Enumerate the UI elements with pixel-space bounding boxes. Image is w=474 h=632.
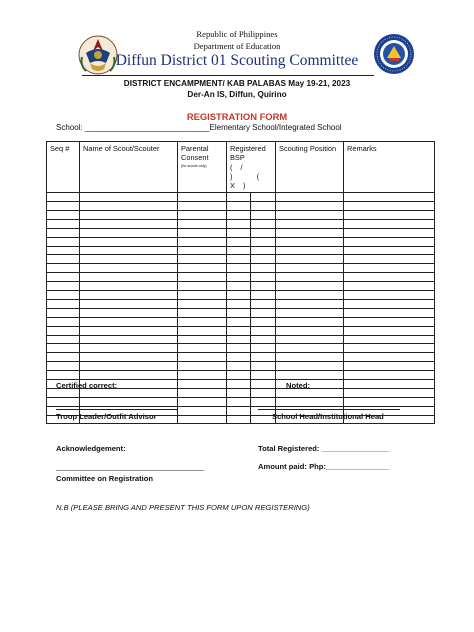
reg-yes-cell[interactable] [227, 406, 251, 415]
name-cell[interactable] [80, 219, 178, 228]
table-row [47, 317, 435, 326]
school-head-signature-line[interactable] [258, 409, 400, 410]
consent-cell[interactable] [178, 406, 227, 415]
remarks-cell[interactable] [344, 397, 435, 406]
seq-cell[interactable] [47, 326, 80, 335]
seq-cell[interactable] [47, 362, 80, 371]
seq-cell[interactable] [47, 202, 80, 211]
reg-yes-cell[interactable] [227, 344, 251, 353]
reg-no-cell[interactable] [251, 246, 276, 255]
seq-cell[interactable] [47, 246, 80, 255]
reg-no-cell[interactable] [251, 273, 276, 282]
registered-yes: ( / ) [230, 162, 243, 181]
name-cell[interactable] [80, 317, 178, 326]
col-remarks: Remarks [344, 142, 435, 193]
col-seq: Seq # [47, 142, 80, 193]
position-cell[interactable] [276, 326, 344, 335]
remarks-cell[interactable] [344, 362, 435, 371]
reg-no-cell[interactable] [251, 299, 276, 308]
table-row [47, 335, 435, 344]
consent-cell[interactable] [178, 326, 227, 335]
amount-paid: Amount paid: Php:_______________ [258, 462, 390, 471]
reg-yes-cell[interactable] [227, 237, 251, 246]
reg-no-cell[interactable] [251, 264, 276, 273]
event-venue: Der-An IS, Diffun, Quirino [187, 90, 287, 99]
reg-no-cell[interactable] [251, 353, 276, 362]
remarks-cell[interactable] [344, 335, 435, 344]
seq-cell[interactable] [47, 255, 80, 264]
consent-cell[interactable] [178, 264, 227, 273]
name-cell[interactable] [80, 246, 178, 255]
seq-cell[interactable] [47, 264, 80, 273]
col-consent: Parental Consent (for scouts only) [178, 142, 227, 193]
school-blank[interactable]: ____________________________ [84, 123, 210, 132]
reg-no-cell[interactable] [251, 388, 276, 397]
table-row [47, 282, 435, 291]
remarks-cell[interactable] [344, 353, 435, 362]
seq-cell[interactable] [47, 282, 80, 291]
table-row [47, 308, 435, 317]
reg-yes-cell[interactable] [227, 228, 251, 237]
total-registered-blank[interactable]: ________________ [321, 444, 390, 453]
position-cell[interactable] [276, 397, 344, 406]
remarks-cell[interactable] [344, 193, 435, 202]
consent-cell[interactable] [178, 291, 227, 300]
seq-cell[interactable] [47, 344, 80, 353]
table-row [47, 219, 435, 228]
amount-paid-blank[interactable]: _______________ [325, 462, 390, 471]
table-header-row [47, 142, 435, 193]
seq-cell[interactable] [47, 317, 80, 326]
remarks-cell[interactable] [344, 255, 435, 264]
consent-cell[interactable] [178, 371, 227, 380]
reg-no-cell[interactable] [251, 379, 276, 388]
table-row [47, 273, 435, 282]
position-cell[interactable] [276, 228, 344, 237]
position-cell[interactable] [276, 264, 344, 273]
name-cell[interactable] [80, 308, 178, 317]
remarks-cell[interactable] [344, 211, 435, 220]
reg-no-cell[interactable] [251, 317, 276, 326]
troop-leader-signature-line[interactable] [56, 409, 178, 410]
consent-cell[interactable] [178, 362, 227, 371]
position-cell[interactable] [276, 344, 344, 353]
remarks-cell[interactable] [344, 228, 435, 237]
position-cell[interactable] [276, 246, 344, 255]
remarks-cell[interactable] [344, 344, 435, 353]
remarks-cell[interactable] [344, 219, 435, 228]
reg-no-cell[interactable] [251, 291, 276, 300]
reg-yes-cell[interactable] [227, 397, 251, 406]
position-cell[interactable] [276, 335, 344, 344]
reg-yes-cell[interactable] [227, 317, 251, 326]
position-cell[interactable] [276, 282, 344, 291]
noted-label: Noted: [286, 381, 311, 390]
position-cell[interactable] [276, 273, 344, 282]
school-line [56, 123, 342, 132]
school-label: School: [56, 123, 83, 132]
name-cell[interactable] [80, 326, 178, 335]
table-row [47, 246, 435, 255]
remarks-cell[interactable] [344, 282, 435, 291]
name-cell[interactable] [80, 273, 178, 282]
reg-no-cell[interactable] [251, 228, 276, 237]
table-row [47, 291, 435, 300]
reg-yes-cell[interactable] [227, 335, 251, 344]
position-cell[interactable] [276, 371, 344, 380]
table-row [47, 211, 435, 220]
reg-yes-cell[interactable] [227, 246, 251, 255]
table-row [47, 255, 435, 264]
consent-cell[interactable] [178, 344, 227, 353]
name-cell[interactable] [80, 282, 178, 291]
header-republic: Republic of Philippines [196, 29, 278, 39]
consent-cell[interactable] [178, 211, 227, 220]
troop-leader-label: Troop Leader/Outfit Advisor [56, 412, 157, 421]
certified-label: Certified correct: [56, 381, 118, 390]
remarks-cell[interactable] [344, 388, 435, 397]
table-row [47, 397, 435, 406]
reg-yes-cell[interactable] [227, 308, 251, 317]
consent-cell[interactable] [178, 335, 227, 344]
reg-yes-cell[interactable] [227, 326, 251, 335]
table-row [47, 326, 435, 335]
col-name: Name of Scout/Scouter [80, 142, 178, 193]
reg-yes-cell[interactable] [227, 273, 251, 282]
reg-yes-cell[interactable] [227, 219, 251, 228]
position-cell[interactable] [276, 362, 344, 371]
name-cell[interactable] [80, 335, 178, 344]
total-registered: Total Registered: ________________ [258, 444, 390, 453]
reg-yes-cell[interactable] [227, 211, 251, 220]
reg-no-cell[interactable] [251, 237, 276, 246]
reg-yes-cell[interactable] [227, 202, 251, 211]
reg-yes-cell[interactable] [227, 415, 251, 424]
committee-on-registration-label: Committee on Registration [56, 474, 154, 483]
remarks-cell[interactable] [344, 326, 435, 335]
reg-no-cell[interactable] [251, 219, 276, 228]
seq-cell[interactable] [47, 335, 80, 344]
reg-yes-cell[interactable] [227, 299, 251, 308]
position-cell[interactable] [276, 353, 344, 362]
consent-cell[interactable] [178, 228, 227, 237]
consent-cell[interactable] [178, 219, 227, 228]
remarks-cell[interactable] [344, 308, 435, 317]
consent-cell[interactable] [178, 255, 227, 264]
reg-yes-cell[interactable] [227, 379, 251, 388]
remarks-cell[interactable] [344, 273, 435, 282]
position-cell[interactable] [276, 237, 344, 246]
committee-title: Diffun District 01 Scouting Committee [115, 52, 359, 69]
name-cell[interactable] [80, 228, 178, 237]
reg-no-cell[interactable] [251, 335, 276, 344]
remarks-cell[interactable] [344, 202, 435, 211]
table-row [47, 299, 435, 308]
reg-no-cell[interactable] [251, 371, 276, 380]
school-head-label: School Head/Institutional Head [272, 412, 384, 421]
name-cell[interactable] [80, 193, 178, 202]
remarks-cell[interactable] [344, 237, 435, 246]
form-title: REGISTRATION FORM [186, 111, 288, 122]
table-row [47, 237, 435, 246]
position-cell[interactable] [276, 291, 344, 300]
school-suffix: Elementary School/Integrated School [209, 123, 342, 132]
registered-no: ( X ) [230, 171, 260, 190]
position-cell[interactable] [276, 299, 344, 308]
table-row [47, 353, 435, 362]
position-cell[interactable] [276, 219, 344, 228]
reg-yes-cell[interactable] [227, 388, 251, 397]
seq-cell[interactable] [47, 299, 80, 308]
header-divider [82, 75, 374, 76]
seq-cell[interactable] [47, 228, 80, 237]
col-registered: Registered BSP ( / ) ( X ) [227, 142, 276, 193]
reg-no-cell[interactable] [251, 362, 276, 371]
table-row [47, 344, 435, 353]
name-cell[interactable] [80, 397, 178, 406]
remarks-cell[interactable] [344, 317, 435, 326]
reg-no-cell[interactable] [251, 202, 276, 211]
reg-yes-cell[interactable] [227, 255, 251, 264]
consent-cell[interactable] [178, 415, 227, 424]
consent-cell[interactable] [178, 317, 227, 326]
reg-no-cell[interactable] [251, 308, 276, 317]
seq-cell[interactable] [47, 397, 80, 406]
consent-cell[interactable] [178, 397, 227, 406]
reg-yes-cell[interactable] [227, 291, 251, 300]
name-cell[interactable] [80, 362, 178, 371]
position-cell[interactable] [276, 255, 344, 264]
table-row [47, 371, 435, 380]
reg-no-cell[interactable] [251, 326, 276, 335]
seq-cell[interactable] [47, 193, 80, 202]
remarks-cell[interactable] [344, 299, 435, 308]
seq-cell[interactable] [47, 291, 80, 300]
name-cell[interactable] [80, 344, 178, 353]
name-cell[interactable] [80, 291, 178, 300]
event-title: DISTRICT ENCAMPMENT/ KAB PALABAS May 19-21, 2023 [123, 79, 351, 88]
name-cell[interactable] [80, 202, 178, 211]
reg-no-cell[interactable] [251, 344, 276, 353]
seq-cell[interactable] [47, 273, 80, 282]
consent-cell[interactable] [178, 379, 227, 388]
table-row [47, 264, 435, 273]
reg-yes-cell[interactable] [227, 282, 251, 291]
nb-note: N.B (PLEASE BRING AND PRESENT THIS FORM UPON REGISTERING) [56, 503, 310, 512]
remarks-cell[interactable] [344, 379, 435, 388]
position-cell[interactable] [276, 317, 344, 326]
table-row [47, 228, 435, 237]
table-row [47, 202, 435, 211]
seq-cell[interactable] [47, 371, 80, 380]
name-cell[interactable] [80, 237, 178, 246]
col-position: Scouting Position [276, 142, 344, 193]
consent-cell[interactable] [178, 202, 227, 211]
remarks-cell[interactable] [344, 246, 435, 255]
committee-signature-blank[interactable]: ___________________________________ [56, 462, 204, 471]
consent-cell[interactable] [178, 193, 227, 202]
reg-no-cell[interactable] [251, 255, 276, 264]
seq-cell[interactable] [47, 308, 80, 317]
reg-yes-cell[interactable] [227, 353, 251, 362]
reg-yes-cell[interactable] [227, 371, 251, 380]
reg-yes-cell[interactable] [227, 362, 251, 371]
remarks-cell[interactable] [344, 264, 435, 273]
consent-cell[interactable] [178, 237, 227, 246]
consent-cell[interactable] [178, 353, 227, 362]
consent-cell[interactable] [178, 308, 227, 317]
position-cell[interactable] [276, 308, 344, 317]
header-department: Department of Education [193, 41, 281, 51]
name-cell[interactable] [80, 211, 178, 220]
reg-no-cell[interactable] [251, 193, 276, 202]
reg-no-cell[interactable] [251, 397, 276, 406]
reg-yes-cell[interactable] [227, 264, 251, 273]
table-row [47, 193, 435, 202]
remarks-cell[interactable] [344, 291, 435, 300]
name-cell[interactable] [80, 299, 178, 308]
consent-note: (for scouts only) [181, 163, 207, 168]
consent-cell[interactable] [178, 299, 227, 308]
seq-cell[interactable] [47, 237, 80, 246]
reg-no-cell[interactable] [251, 211, 276, 220]
acknowledgement-label: Acknowledgement: [56, 444, 126, 453]
name-cell[interactable] [80, 371, 178, 380]
position-cell[interactable] [276, 211, 344, 220]
table-row [47, 362, 435, 371]
position-cell[interactable] [276, 193, 344, 202]
remarks-cell[interactable] [344, 371, 435, 380]
consent-cell[interactable] [178, 273, 227, 282]
seq-cell[interactable] [47, 211, 80, 220]
position-cell[interactable] [276, 202, 344, 211]
consent-cell[interactable] [178, 246, 227, 255]
reg-yes-cell[interactable] [227, 193, 251, 202]
consent-cell[interactable] [178, 282, 227, 291]
name-cell[interactable] [80, 264, 178, 273]
consent-cell[interactable] [178, 388, 227, 397]
reg-no-cell[interactable] [251, 282, 276, 291]
name-cell[interactable] [80, 353, 178, 362]
seq-cell[interactable] [47, 219, 80, 228]
name-cell[interactable] [80, 255, 178, 264]
seq-cell[interactable] [47, 353, 80, 362]
